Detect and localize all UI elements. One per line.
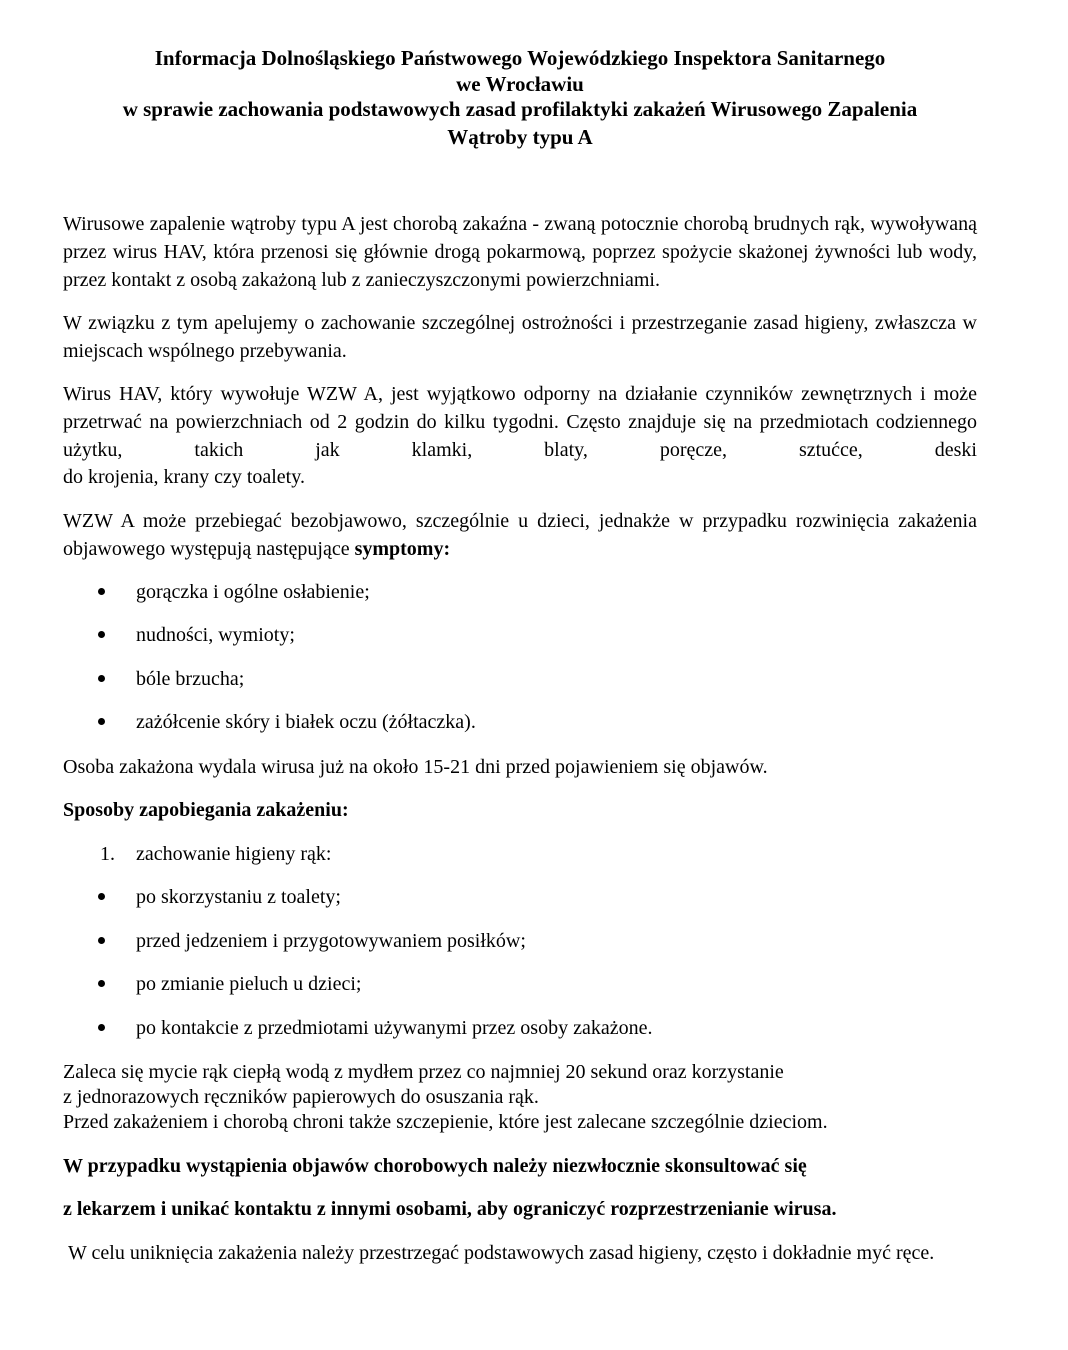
symptom-text: bóle brzucha; xyxy=(136,668,245,690)
paragraph-symptoms-intro xyxy=(63,507,977,563)
symptoms-intro-text: WZW A może przebiegać bezobjawowo, szczególnie u dzieci, jednakże w przypadku rozwinięcia zakażenia objawowego występują następujące xyxy=(63,510,977,560)
symptom-text: zażółcenie skóry i białek oczu (żółtaczka). xyxy=(136,711,476,733)
header-title-line-1: Informacja Dolnośląskiego Państwowego Wojewódzkiego Inspektora Sanitarnego xyxy=(154,46,886,70)
prevention-heading: Sposoby zapobiegania zakażeniu: xyxy=(63,799,349,821)
warning-line-1: W przypadku wystąpienia objawów chorobowych należy niezwłocznie skonsultować się xyxy=(63,1155,807,1177)
recommendation-line-2: z jednorazowych ręczników papierowych do osuszania rąk. xyxy=(63,1086,539,1108)
item-number: 1. xyxy=(100,843,115,865)
paragraph-virus-resistance-end: do krojenia, krany czy toalety. xyxy=(63,466,305,488)
symptoms-intro-bold: symptomy: xyxy=(354,538,451,560)
numbered-item-text: zachowanie higieny rąk: xyxy=(136,843,332,865)
incubation-text: Osoba zakażona wydala wirusa już na około 15-21 dni przed pojawieniem się objawów. xyxy=(63,756,768,778)
header-title-line-2: we Wrocławiu xyxy=(456,72,584,96)
header-title-line-3: w sprawie zachowania podstawowych zasad profilaktyki zakażeń Wirusowego Zapalenia xyxy=(122,97,918,121)
bullet-icon xyxy=(98,980,105,987)
symptom-text: nudności, wymioty; xyxy=(136,624,295,646)
closing-paragraph: W celu uniknięcia zakażenia należy przestrzegać podstawowych zasad higieny, często i dokładnie myć ręce. xyxy=(68,1242,935,1264)
prevention-item-text: po zmianie pieluch u dzieci; xyxy=(136,973,362,995)
bullet-icon xyxy=(98,718,105,725)
warning-line-2: z lekarzem i unikać kontaktu z innymi osobami, aby ograniczyć rozprzestrzenianie wirusa. xyxy=(63,1198,837,1220)
bullet-icon xyxy=(98,893,105,900)
bullet-icon xyxy=(98,675,105,682)
bullet-icon xyxy=(98,1024,105,1031)
prevention-item-text: przed jedzeniem i przygotowywaniem posiłków; xyxy=(136,930,526,952)
symptom-text: gorączka i ogólne osłabienie; xyxy=(136,581,370,603)
paragraph-appeal: W związku z tym apelujemy o zachowanie szczególnej ostrożności i przestrzeganie zasad higieny, zwłaszcza w miejscach wspólnego przebywania. xyxy=(63,312,977,362)
paragraph-virus-resistance: Wirus HAV, który wywołuje WZW A, jest wyjątkowo odporny na działanie czynników zewnętrznych i może przetrwać na powierzchniach od 2 godzin do kilku tygodni. Często znajduje się na przedmiotach codziennego użytku, takich jak klamki, blaty, poręcze, sztućce, deski xyxy=(63,383,977,461)
recommendation-line-1: Zaleca się mycie rąk ciepłą wodą z mydłem przez co najmniej 20 sekund oraz korzystanie xyxy=(63,1061,784,1083)
bullet-icon xyxy=(98,937,105,944)
bullet-icon xyxy=(98,588,105,595)
bullet-icon xyxy=(98,631,105,638)
paragraph-intro: Wirusowe zapalenie wątroby typu A jest chorobą zakaźna - zwaną potocznie chorobą brudnych rąk, wywoływaną przez wirus HAV, która przenosi się głównie drogą pokarmową, poprzez spożycie skażonej żywności lub wody, przez kontakt z osobą zakażoną lub z zanieczyszczonymi powierzchniami. xyxy=(63,213,977,291)
header-title-line-4: Wątroby typu A xyxy=(447,125,593,149)
prevention-item-text: po kontakcie z przedmiotami używanymi przez osoby zakażone. xyxy=(136,1017,653,1039)
recommendation-line-3: Przed zakażeniem i chorobą chroni także szczepienie, które jest zalecane szczególnie dzieciom. xyxy=(63,1111,828,1133)
prevention-item-text: po skorzystaniu z toalety; xyxy=(136,886,341,908)
